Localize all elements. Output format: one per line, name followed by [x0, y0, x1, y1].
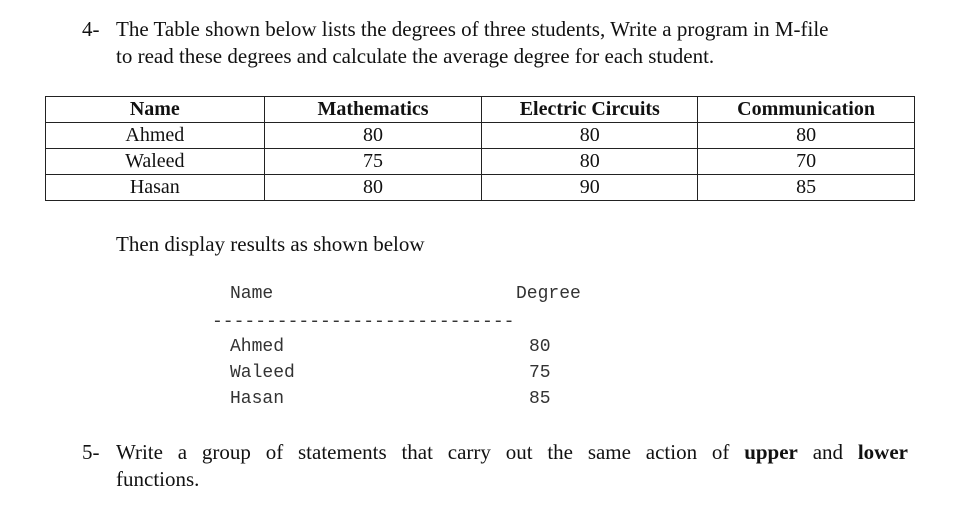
- header-name: Name: [46, 97, 265, 123]
- cell-electric-circuits: 80: [482, 149, 698, 175]
- question-5: [82, 439, 908, 493]
- output-row-name: Hasan: [230, 389, 285, 409]
- cell-name: Ahmed: [46, 123, 265, 149]
- question-5-text-b: and: [797, 440, 858, 464]
- question-4: [82, 16, 912, 70]
- output-separator: ----------------------------: [212, 312, 515, 332]
- output-header-degree: Degree: [516, 284, 581, 304]
- header-mathematics: Mathematics: [264, 97, 482, 123]
- keyword-upper: upper: [744, 440, 798, 464]
- output-row-degree: 80: [529, 337, 551, 357]
- question-4-line-2: to read these degrees and calculate the average degree for each student.: [116, 44, 715, 68]
- table-row: [46, 149, 915, 175]
- table-row: [46, 175, 915, 201]
- header-electric-circuits: Electric Circuits: [482, 97, 698, 123]
- cell-communication: 70: [698, 149, 915, 175]
- cell-communication: 85: [698, 175, 915, 201]
- output-rows: [212, 337, 612, 415]
- output-header-name: Name: [230, 284, 274, 304]
- question-4-line-1: The Table shown below lists the degrees of three students, Write a program in M-file: [116, 17, 829, 41]
- output-row-name: Ahmed: [230, 337, 285, 357]
- question-5-number: 5-: [82, 440, 100, 464]
- table-row: [46, 123, 915, 149]
- output-row-name: Waleed: [230, 363, 295, 383]
- output-row: [212, 337, 612, 363]
- cell-electric-circuits: 80: [482, 123, 698, 149]
- output-header: [212, 284, 612, 310]
- cell-mathematics: 80: [264, 123, 482, 149]
- cell-mathematics: 80: [264, 175, 482, 201]
- keyword-lower: lower: [857, 440, 908, 464]
- cell-name: Waleed: [46, 149, 265, 175]
- output-row-degree: 85: [529, 389, 551, 409]
- output-row: [212, 363, 612, 389]
- question-5-text: [116, 439, 908, 493]
- output-row-degree: 75: [529, 363, 551, 383]
- cell-electric-circuits: 90: [482, 175, 698, 201]
- header-communication: Communication: [698, 97, 915, 123]
- question-4-number: 4-: [82, 17, 100, 41]
- question-5-line-1: [116, 439, 908, 466]
- degrees-table: [45, 96, 915, 201]
- sample-output: [212, 284, 612, 409]
- question-5-text-a: Write a group of statements that carry out the same action of: [116, 440, 745, 464]
- cell-name: Hasan: [46, 175, 265, 201]
- table-header-row: [46, 97, 915, 123]
- question-5-line-2: functions.: [116, 467, 200, 491]
- question-4-text: [116, 16, 912, 70]
- cell-mathematics: 75: [264, 149, 482, 175]
- instruction-text: Then display results as shown below: [116, 232, 425, 256]
- cell-communication: 80: [698, 123, 915, 149]
- output-row: [212, 389, 612, 415]
